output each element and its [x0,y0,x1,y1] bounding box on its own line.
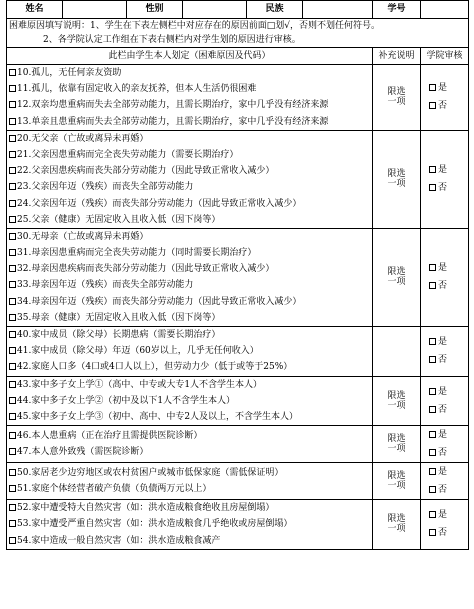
supplement-text: 限选 [387,267,406,278]
review-option[interactable] [423,401,466,419]
reason-items [7,65,373,131]
reason-checkbox[interactable] [9,504,16,511]
reason-label: 33.母亲因年迈（残疾）而丧失全部劳动能力 [17,280,194,291]
reason-label: 40.家中成员（除父母）长期患病（需要长期治疗） [17,330,221,340]
supplement-text: 限选 [387,87,406,98]
reason-items [7,228,373,326]
student-id-label: 学号 [373,1,421,19]
review-option-label: 否 [438,528,448,539]
reason-label: 54.家中造成一般自然灾害（如：洪水造成粮食减产 [17,535,221,546]
name-field[interactable] [63,1,127,19]
review-option-label: 是 [438,467,448,478]
reason-checkbox[interactable] [9,381,16,388]
reason-items [7,426,373,463]
gender-field[interactable] [183,1,247,19]
supplement-text: 一项 [387,179,406,190]
reason-item [9,481,370,497]
supplement-text: 限选 [387,514,406,525]
reason-checkbox[interactable] [9,151,16,158]
supplement-text: 一项 [387,97,406,108]
reason-item [9,261,370,277]
reason-item [9,65,370,81]
reason-label: 51.家庭个体经营者破产负债（负债两万元以上） [17,484,212,495]
supplement-text: 一项 [387,277,406,288]
review-cell [421,327,469,377]
review-option-label: 是 [438,83,448,94]
reason-item [9,277,370,293]
review-option[interactable] [423,506,466,524]
reason-item [9,212,370,228]
supplement-cell [373,376,421,426]
reason-checkbox[interactable] [9,363,16,370]
reason-label: 35.母亲（健康）无固定收入且收入低（因下岗等） [17,312,221,323]
review-option-label: 是 [438,263,448,274]
column-header-row [7,48,469,65]
review-checkbox[interactable] [429,511,436,518]
reason-item [9,500,370,516]
reason-item [9,114,370,130]
reason-label: 44.家中多子女上学②（初中及以下1人不含学生本人） [17,395,236,406]
name-label: 姓名 [7,1,63,19]
supplement-cell [373,426,421,463]
reason-item [9,343,370,359]
reason-checkbox[interactable] [9,183,16,190]
review-option-label: 是 [438,510,448,521]
review-option-label: 是 [438,386,448,397]
reason-label: 45.家中多子女上学③（初中、高中、中专2人及以上，不含学生本人） [17,411,299,422]
reason-group [7,228,469,326]
reason-label: 12.双亲均患重病而失去全部劳动能力，且需长期治疗，家中几乎没有经济来源 [17,100,329,111]
review-cell [421,228,469,326]
review-option[interactable] [423,463,466,481]
ethnicity-field[interactable] [303,1,373,19]
reason-item [9,245,370,261]
review-column-header: 学院审核 [421,48,469,65]
review-option-label: 否 [438,448,448,459]
review-option-label: 是 [438,430,448,441]
reason-label: 13.单亲且患重病而失去全部劳动能力，且需长期治疗，家中几乎没有经济来源 [17,116,329,127]
supplement-cell [373,327,421,377]
reason-item [9,131,370,147]
review-checkbox[interactable] [429,449,436,456]
review-checkbox[interactable] [429,282,436,289]
reason-checkbox[interactable] [9,167,16,174]
reason-group [7,327,469,377]
supplement-text: 限选 [387,390,406,401]
reason-item [9,444,370,460]
reason-group [7,426,469,463]
reason-checkbox[interactable] [9,233,16,240]
reason-label: 23.父亲因年迈（残疾）而丧失全部劳动能力 [17,182,194,193]
reason-label: 24.父亲因年迈（残疾）而丧失部分劳动能力（因此导致正常收入减少） [17,198,302,209]
reason-checkbox[interactable] [9,448,16,455]
review-option[interactable] [423,351,466,369]
reason-group [7,463,469,500]
supplement-cell [373,130,421,228]
reason-label: 25.父亲（健康）无固定收入且收入低（因下岗等） [17,214,221,225]
reason-item [9,465,370,481]
reason-label: 50.家居老少边穷地区或农村贫困户或城市低保家庭（需低保证明） [17,467,284,478]
reason-checkbox[interactable] [9,432,16,439]
review-checkbox[interactable] [429,166,436,173]
reason-checkbox[interactable] [9,135,16,142]
reason-label: 53.家中遭受严重自然灾害（如：洪水造成粮食几乎绝收或房屋倒塌） [17,519,293,530]
reasons-column-header: 此栏由学生本人划定（困难原因及代码） [7,48,373,65]
reason-items [7,500,373,550]
supplement-text: 限选 [387,433,406,444]
reason-item [9,163,370,179]
review-option[interactable] [423,481,466,499]
review-checkbox[interactable] [429,102,436,109]
reason-checkbox[interactable] [9,265,16,272]
supplement-text: 一项 [387,524,406,535]
reason-label: 11.孤儿，依靠有固定收入的亲友抚养，但本人生活仍很困难 [17,84,257,95]
reason-item [9,196,370,212]
instructions-row [7,19,469,48]
reason-item [9,147,370,163]
review-cell [421,376,469,426]
reason-label: 52.家中遭受特大自然灾害（如：洪水造成粮食绝收且房屋倒塌） [17,503,275,514]
reason-checkbox[interactable] [9,537,16,544]
reason-item [9,359,370,375]
reason-items [7,463,373,500]
supplement-cell [373,65,421,131]
reason-label: 22.父亲因患疾病而丧失部分劳动能力（因此导致正常收入减少） [17,166,275,177]
review-option-label: 否 [438,355,448,366]
reason-item [9,81,370,97]
review-checkbox[interactable] [429,84,436,91]
supplement-text: 限选 [387,470,406,481]
review-checkbox[interactable] [429,431,436,438]
review-checkbox[interactable] [429,406,436,413]
review-checkbox[interactable] [429,486,436,493]
reason-item [9,97,370,113]
reason-checkbox[interactable] [9,101,16,108]
reason-label: 41.家中成员（除父母）年迈（60岁以上，几乎无任何收入） [17,346,259,357]
review-checkbox[interactable] [429,468,436,475]
reason-item [9,310,370,326]
review-cell [421,426,469,463]
supplement-column-header: 补充说明 [373,48,421,65]
review-option[interactable] [423,426,466,444]
gender-label: 性别 [127,1,183,19]
reason-group [7,130,469,228]
reason-label: 21.父亲因患重病而完全丧失劳动能力（需要长期治疗） [17,149,239,160]
review-cell [421,130,469,228]
student-info-row [7,1,469,19]
review-option[interactable] [423,97,466,115]
reason-item [9,294,370,310]
review-option[interactable] [423,277,466,295]
review-checkbox[interactable] [429,264,436,271]
supplement-text: 一项 [387,444,406,455]
reason-checkbox[interactable] [9,216,16,223]
reason-label: 20.无父亲（亡故或离异未再婚） [17,133,149,144]
review-option-label: 否 [438,101,448,112]
reason-label: 46.本人患重病（正在治疗且需提供医院诊断） [17,430,203,441]
reason-groups [7,65,469,550]
reason-checkbox[interactable] [9,85,16,92]
review-option[interactable] [423,161,466,179]
reason-checkbox[interactable] [9,413,16,420]
reason-checkbox[interactable] [9,314,16,321]
reason-item [9,229,370,245]
review-cell [421,500,469,550]
reason-checkbox[interactable] [9,520,16,527]
review-option[interactable] [423,333,466,351]
supplement-text: 限选 [387,168,406,179]
reason-item [9,409,370,425]
review-option[interactable] [423,79,466,97]
review-option[interactable] [423,179,466,197]
review-option-label: 否 [438,485,448,496]
reason-item [9,516,370,532]
reason-checkbox[interactable] [9,281,16,288]
reason-checkbox[interactable] [9,249,16,256]
supplement-text: 一项 [387,400,406,411]
review-option-label: 是 [438,337,448,348]
reason-checkbox[interactable] [9,69,16,76]
reason-group [7,376,469,426]
supplement-text: 一项 [387,481,406,492]
reason-item [9,179,370,195]
reason-label: 34.母亲因年迈（残疾）而丧失部分劳动能力（因此导致正常收入减少） [17,296,302,307]
review-option[interactable] [423,383,466,401]
review-checkbox[interactable] [429,338,436,345]
reason-items [7,376,373,426]
student-id-field[interactable] [421,1,469,19]
review-checkbox[interactable] [429,388,436,395]
reason-group [7,500,469,550]
reason-item [9,428,370,444]
reason-label: 42.家庭人口多（4口或4口人以上），但劳动力少（低于或等于25%） [17,362,293,373]
review-option-label: 否 [438,281,448,292]
reason-checkbox[interactable] [9,469,16,476]
reason-item [9,377,370,393]
reason-items [7,327,373,377]
reason-items [7,130,373,228]
reason-label: 32.母亲因患疾病而丧失部分劳动能力（因此导致正常收入减少） [17,264,275,275]
reason-label: 43.家中多子女上学①（高中、中专或大专1人不含学生本人） [17,379,263,390]
reason-checkbox[interactable] [9,200,16,207]
instruction-line-1: 困难原因填写说明：1、学生在下表左侧栏中对应存在的原因前面□划√，否则不划任何符号。 [9,21,380,31]
reason-label: 47.本人意外致残（需医院诊断） [17,447,149,458]
reason-checkbox[interactable] [9,485,16,492]
review-checkbox[interactable] [429,529,436,536]
reason-checkbox[interactable] [9,298,16,305]
review-option-label: 是 [438,165,448,176]
instructions [7,19,469,48]
review-cell [421,463,469,500]
reason-checkbox[interactable] [9,118,16,125]
supplement-cell [373,463,421,500]
ethnicity-label: 民族 [247,1,303,19]
reason-group [7,65,469,131]
difficulty-reasons-table [6,0,469,550]
supplement-cell [373,500,421,550]
reason-item [9,533,370,549]
review-cell [421,65,469,131]
reason-item [9,327,370,343]
reason-checkbox[interactable] [9,331,16,338]
review-option-label: 否 [438,404,448,415]
review-checkbox[interactable] [429,184,436,191]
supplement-cell [373,228,421,326]
reason-item [9,393,370,409]
review-option[interactable] [423,524,466,542]
instruction-line-2: 2、各学院认定工作组在下表右侧栏内对学生划的原因进行审核。 [43,35,301,45]
reason-label: 31.母亲因患重病而完全丧失劳动能力（同时需要长期治疗） [17,248,257,259]
review-option[interactable] [423,444,466,462]
reason-label: 10.孤儿，无任何亲友资助 [17,68,122,78]
review-checkbox[interactable] [429,356,436,363]
reason-checkbox[interactable] [9,347,16,354]
review-option-label: 否 [438,183,448,194]
reason-label: 30.无母亲（亡故或离异未再婚） [17,231,149,242]
review-option[interactable] [423,259,466,277]
reason-checkbox[interactable] [9,397,16,404]
